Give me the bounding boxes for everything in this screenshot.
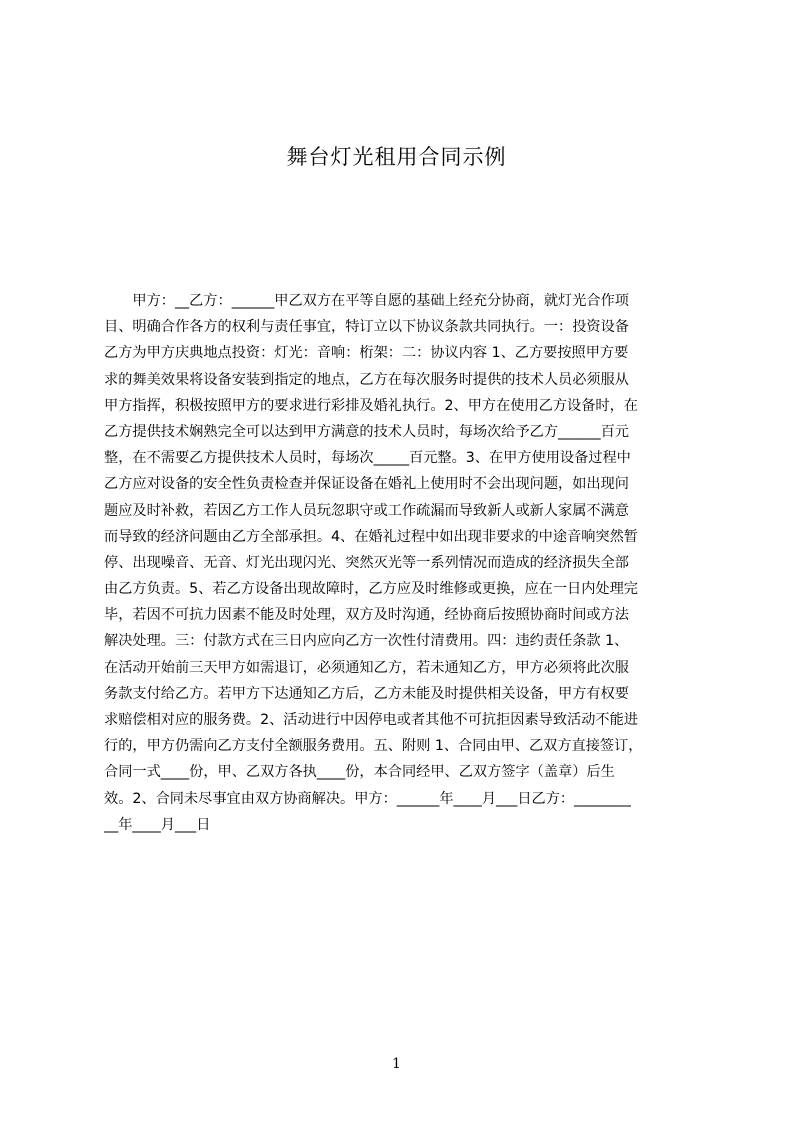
body-line: 乙方提供技术娴熟完全可以达到甲方满意的技术人员时，每场次给予乙方______百元 xyxy=(104,423,629,440)
page-number: 1 xyxy=(392,1056,401,1072)
body-line: 整，在不需要乙方提供技术人员时，每场次_____百元整。3、在甲方使用设备过程中 xyxy=(104,450,631,467)
body-line: 务款支付给乙方。若甲方下达通知乙方后，乙方未能及时提供相关设备，甲方有权要 xyxy=(104,685,629,702)
body-line: __年____月___日 xyxy=(104,816,211,833)
body-line: 甲方：__乙方：______甲乙双方在平等自愿的基础上经充分协商，就灯光合作项 xyxy=(104,293,629,309)
body-line: 目、明确合作各方的权利与责任事宜，特订立以下协议条款共同执行。一：投资设备 xyxy=(104,319,629,336)
body-line: 停、出现噪音、无音、灯光出现闪光、突然灭光等一系列情况而造成的经济损失全部 xyxy=(104,554,629,571)
body-line: 在活动开始前三天甲方如需退订，必须通知乙方，若未通知乙方，甲方必须将此次服 xyxy=(104,659,629,676)
body-line: 求赔偿相对应的服务费。2、活动进行中因停电或者其他不可抗拒因素导致活动不能进 xyxy=(104,712,638,728)
body-line: 由乙方负责。5、若乙方设备出现故障时，乙方应及时维修或更换，应在一日内处理完 xyxy=(104,581,638,598)
body-line: 而导致的经济问题由乙方全部承担。4、在婚礼过程中如出现非要求的中途音响突然暂 xyxy=(104,528,638,545)
body-line: 解决处理。三：付款方式在三日内应向乙方一次性付清费用。四：违约责任条款 1、 xyxy=(104,633,629,650)
document-title: 舞台灯光租用合同示例 xyxy=(286,145,507,169)
body-line: 乙方应对设备的安全性负责检查并保证设备在婚礼上使用时不会出现问题，如出现问 xyxy=(104,476,629,493)
body-line: 题应及时补救，若因乙方工作人员玩忽职守或工作疏漏而导致新人或新人家属不满意 xyxy=(104,502,629,519)
body-line: 合同一式____份，甲、乙双方各执____份，本合同经甲、乙双方签字（盖章）后生 xyxy=(104,764,615,781)
body-line: 甲方指挥，积极按照甲方的要求进行彩排及婚礼执行。2、甲方在使用乙方设备时，在 xyxy=(104,397,638,414)
body-line: 求的舞美效果将设备安装到指定的地点，乙方在每次服务时提供的技术人员必须服从 xyxy=(104,371,629,388)
contract-body xyxy=(104,288,697,838)
body-line: 效。2、合同未尽事宜由双方协商解决。甲方：______年____月___日乙方：________ xyxy=(104,790,631,807)
body-line: 毕，若因不可抗力因素不能及时处理，双方及时沟通，经协商后按照协商时间或方法 xyxy=(104,607,629,624)
body-line: 行的，甲方仍需向乙方支付全额服务费用。五、附则 1、合同由甲、乙双方直接签订， xyxy=(104,738,643,755)
body-line: 乙方为甲方庆典地点投资：灯光：音响：桁架：二：协议内容 1、乙方要按照甲方要 xyxy=(104,345,629,362)
